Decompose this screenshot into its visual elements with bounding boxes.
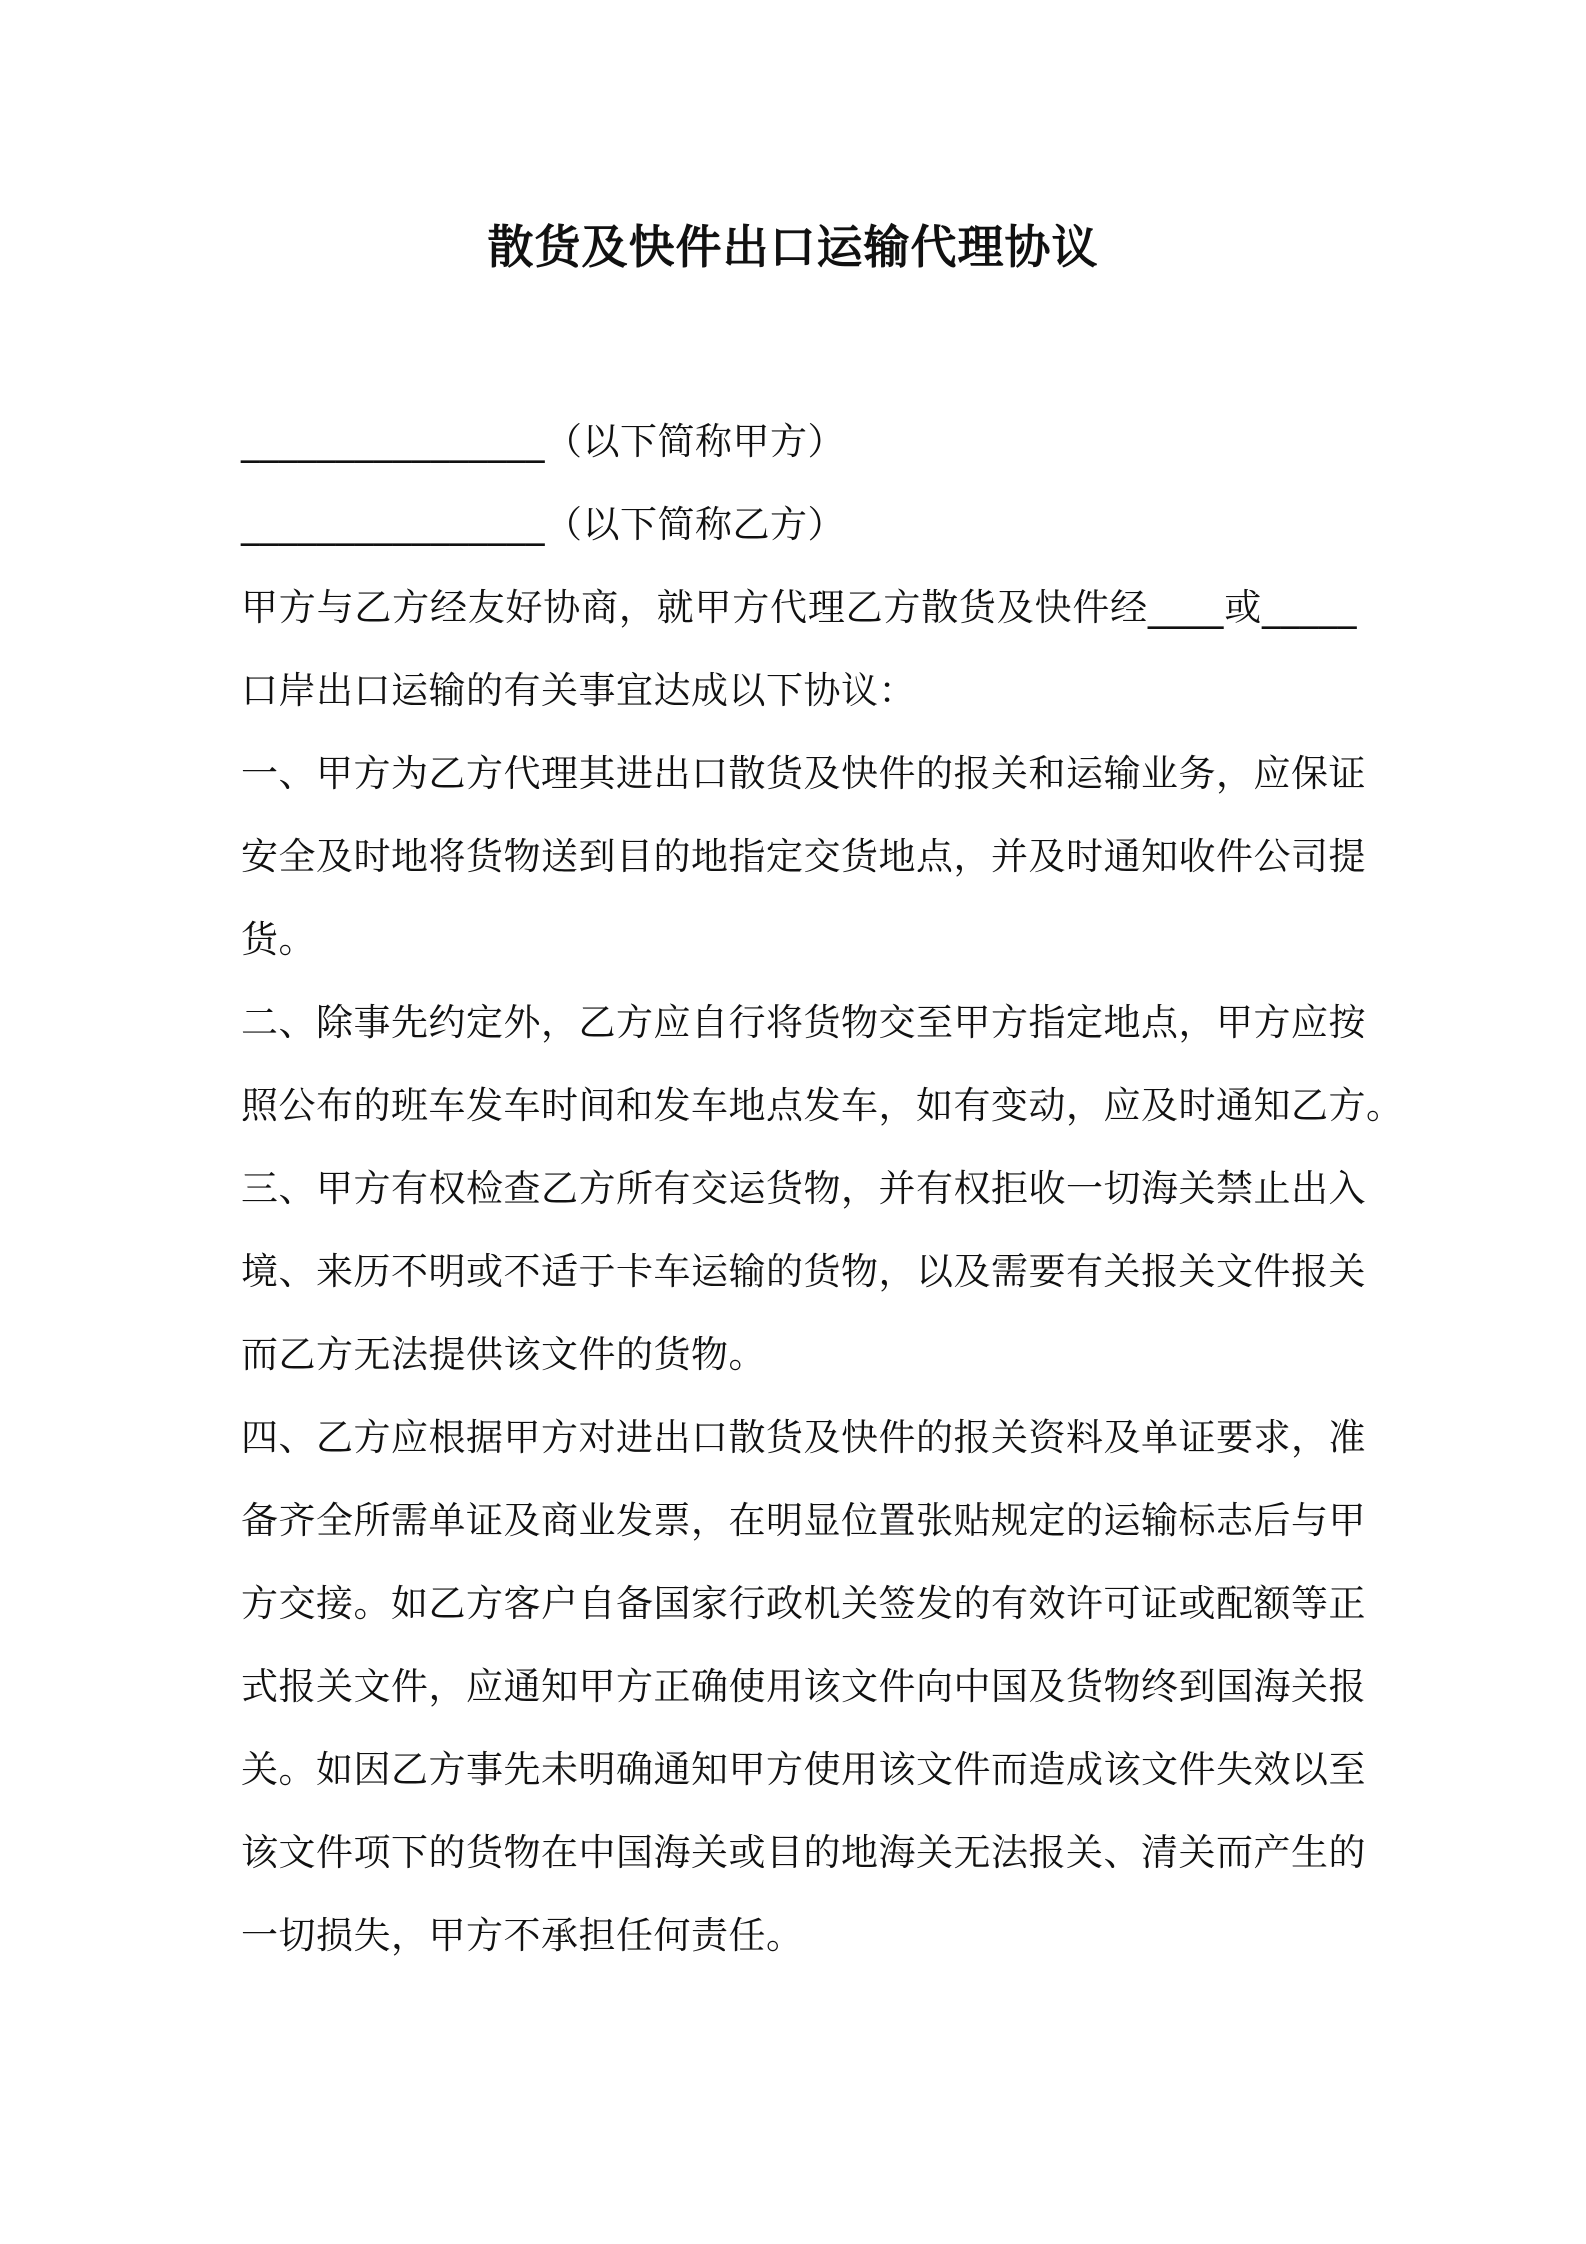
clause-1-line: 一、甲方为乙方代理其进出口散货及快件的报关和运输业务，应保证 [241,752,1366,795]
intro-line: 口岸出口运输的有关事宜达成以下协议： [241,669,916,712]
party-b-line: ________________（以下简称乙方） [241,503,845,546]
clause-1-line: 安全及时地将货物送到目的地指定交货地点，并及时通知收件公司提 [241,835,1366,878]
party-a-line: ________________（以下简称甲方） [241,420,845,463]
clause-3-line: 三、甲方有权检查乙方所有交运货物，并有权拒收一切海关禁止出入 [241,1167,1366,1210]
clause-2-line: 照公布的班车发车时间和发车地点发车，如有变动，应及时通知乙方。 [241,1084,1404,1127]
clause-4-line: 关。如因乙方事先未明确通知甲方使用该文件而造成该文件失效以至 [241,1748,1366,1791]
clause-3-line: 而乙方无法提供该文件的货物。 [241,1333,766,1376]
clause-2-line: 二、除事先约定外，乙方应自行将货物交至甲方指定地点，甲方应按 [241,1001,1366,1044]
intro-line: 甲方与乙方经友好协商，就甲方代理乙方散货及快件经____或_____ [241,586,1357,629]
clause-4-line: 备齐全所需单证及商业发票，在明显位置张贴规定的运输标志后与甲 [241,1499,1366,1542]
clause-4-line: 四、乙方应根据甲方对进出口散货及快件的报关资料及单证要求，准 [241,1416,1366,1459]
document-title: 散货及快件出口运输代理协议 [487,220,1099,274]
clause-4-line: 方交接。如乙方客户自备国家行政机关签发的有效许可证或配额等正 [241,1582,1366,1625]
clause-4-line: 该文件项下的货物在中国海关或目的地海关无法报关、清关而产生的 [241,1831,1366,1874]
clause-4-line: 一切损失，甲方不承担任何责任。 [241,1914,804,1957]
clause-1-line: 货。 [241,918,316,961]
clause-4-line: 式报关文件，应通知甲方正确使用该文件向中国及货物终到国海关报 [241,1665,1366,1708]
document-body [241,400,1404,1977]
clause-3-line: 境、来历不明或不适于卡车运输的货物，以及需要有关报关文件报关 [241,1250,1366,1293]
